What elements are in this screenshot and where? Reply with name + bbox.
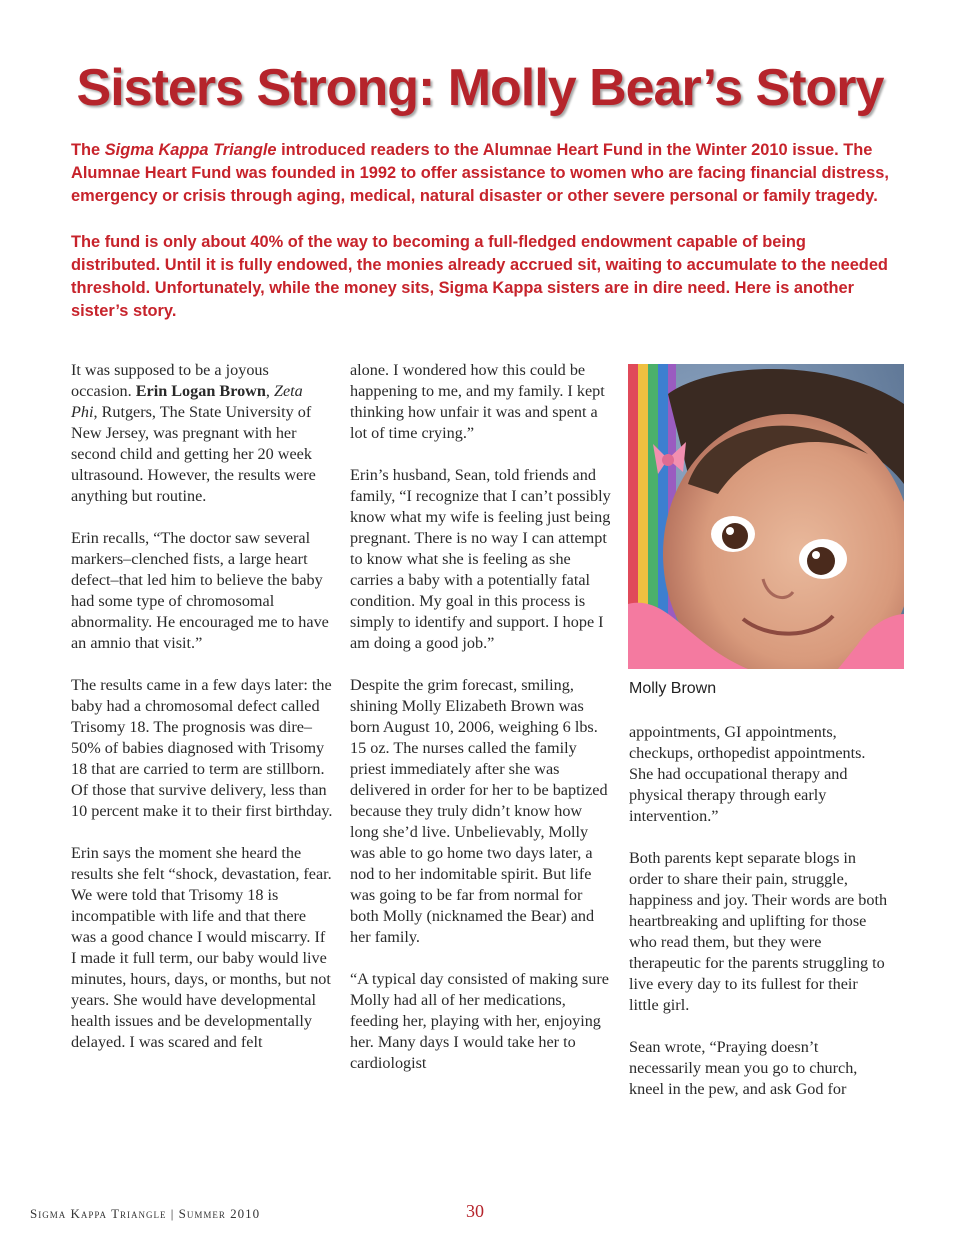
chapter-name: Zeta Phi	[71, 382, 303, 421]
body-paragraph: Despite the grim forecast, smiling, shining Molly Elizabeth Brown was born August 10, 2006, weighing 6 lbs. 15 oz. The nurses called the family priest immediately after she was delivered in order for her to be baptized because they truly didn’t know how long she’d live. Unbelievably, Molly was able to go home two days later, a nod to her indomitable spirit. But life was going to be far from normal for both Molly (nicknamed the Bear) and her family.	[350, 676, 608, 946]
body-paragraph: Erin says the moment she heard the results she felt “shock, devastation, fear. We were told that Trisomy 18 is incompatible with life and that there was a good chance I would miscarry. If I made it full term, our baby would live minutes, hours, days, or months, but not years. She would have developmental health issues and be developmentally delayed. I was scared and felt	[71, 844, 332, 1051]
intro-paragraph-2: The fund is only about 40% of the way to becoming a full-fledged endowment capable of being distributed. Until it is fully endowed, the monies already accrued sit, waiting to accumulate to the needed threshold. Unfortunately, while the money sits, Sigma Kappa sisters are in dire need. Here is another sister’s story.	[71, 233, 888, 320]
body-paragraph: appointments, GI appointments, checkups, orthopedist appointments. She had occupational therapy and physical therapy through early intervention.”	[629, 723, 866, 825]
body-paragraph: Erin’s husband, Sean, told friends and family, “I recognize that I can’t possibly know what my wife is feeling just being pregnant. There is no way I can attempt to know what she is feeling as she carries a baby with a potentially fatal condition. My goal in this process is simply to identify and support. I hope I am doing a good job.”	[350, 466, 611, 652]
body-paragraph: Erin recalls, “The doctor saw several markers–clenched fists, a large heart defect–that led him to believe the baby had some type of chromosomal abnormality. He encouraged me to have an amnio that visit.”	[71, 529, 329, 652]
body-paragraph: Both parents kept separate blogs in order to share their pain, struggle, happiness and joy. Their words are both heartbreaking and uplifting for those who read them, but they were therapeutic for the parents struggling to live every day to its fullest for their little girl.	[629, 849, 888, 1014]
photo-caption: Molly Brown	[629, 680, 717, 697]
intro-text: introduced readers to the Alumnae Heart Fund in the Winter 2010 issue. The Alumnae Heart Fund was founded in 1992 to offer assistance to women who are facing financial distress, emergency or crisis through aging, medical, natural disaster or other severe personal or family tragedy.	[71, 141, 889, 205]
body-paragraph: The results came in a few days later: the baby had a chromosomal defect called Trisomy 18. The prognosis was dire–50% of babies diagnosed with Trisomy 18 that are carried to term are stillborn. Of those that survive delivery, less than 10 percent make it to their first birthday.	[71, 676, 333, 820]
article-title: Sisters Strong: Molly Bear’s Story	[76, 59, 884, 117]
body-text: It was supposed to be a joyous occasion.	[71, 361, 269, 400]
column-3	[629, 722, 891, 1121]
column-1	[71, 360, 333, 1074]
body-paragraph: “A typical day consisted of making sure Molly had all of her medications, feeding her, playing with her, enjoying her. Many days I would take her to cardiologist	[350, 970, 609, 1072]
intro-paragraph-1	[71, 139, 893, 208]
body-text: ,	[265, 382, 274, 400]
body-paragraph	[71, 360, 333, 507]
footer-publication: Sigma Kappa Triangle | Summer 2010	[30, 1206, 261, 1221]
body-paragraph: Sean wrote, “Praying doesn’t necessarily mean you go to church, kneel in the pew, and ask God for	[629, 1038, 858, 1098]
column-2	[350, 360, 612, 1095]
page-number: 30	[466, 1201, 484, 1221]
body-paragraph: alone. I wondered how this could be happening to me, and my family. I kept thinking how unfair it was and spent a lot of time crying.”	[350, 361, 605, 442]
person-name: Erin Logan Brown	[135, 382, 266, 400]
body-text: , Rutgers, The State University of New Jersey, was pregnant with her second child and getting her 20 week ultrasound. However, the results were anything but routine.	[71, 403, 316, 505]
intro-text: The	[71, 141, 105, 159]
molly-photo	[628, 364, 904, 669]
baby-portrait-illustration	[628, 364, 904, 669]
publication-name: Sigma Kappa Triangle	[104, 141, 277, 159]
